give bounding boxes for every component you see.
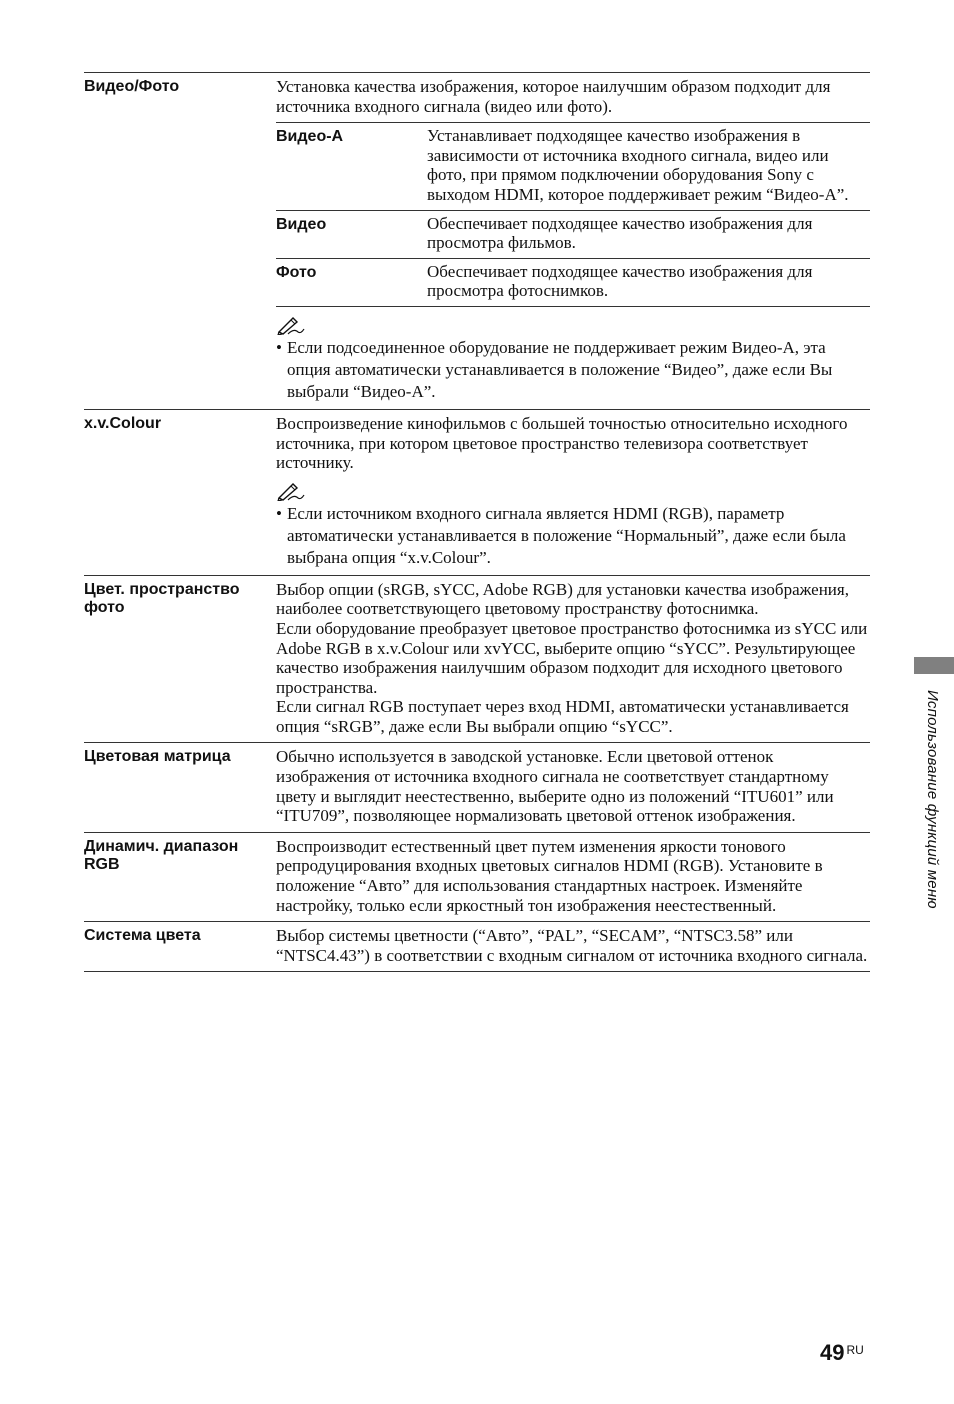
row-label: x.v.Colour — [84, 414, 162, 432]
settings-table — [84, 72, 870, 972]
table-row — [84, 576, 870, 744]
page-number — [820, 1340, 864, 1366]
page-number-value: 49 — [820, 1340, 845, 1365]
sub-row — [276, 210, 870, 258]
row-label: Цветовая матрица — [84, 748, 231, 766]
note-text: Если источником входного сигнала является HDMI (RGB), параметр автоматически устанавливается в положение “Нормальный”, даже если была выбрана опция “x.v.Colour”. — [287, 503, 846, 567]
row-content — [276, 410, 870, 575]
page-language: RU — [846, 1343, 864, 1357]
row-label: Динамич. диапазон RGB — [84, 837, 239, 873]
row-text: Воспроизведение кинофильмов с большей точностью относительно исходного источника, при котором цветовое пространство телевизора соответствует источнику. — [276, 413, 848, 473]
row-paragraph: Если оборудование преобразует цветовое пространство фотоснимка из sYCC или Adobe RGB в x.v.Colour или xvYCC, выберите опцию “sYCC”. Результирующее качество изображения наилучшим образом подходит для исходного цветового пространства. — [276, 618, 868, 697]
row-content — [276, 833, 870, 921]
row-text: Воспроизводит естественный цвет путем изменения яркости тонового репродуцирования входных цветовых сигналов HDMI (RGB). Установите в положение “Авто” для использования стандартных настроек. Изменяйте настройку, только если яркостный тон изображения неестественный. — [276, 836, 823, 915]
sub-label: Видео-А — [276, 128, 344, 146]
row-content — [276, 922, 870, 971]
sub-text: Обеспечивает подходящее качество изображения для просмотра фотоснимков. — [427, 261, 813, 301]
table-row — [84, 410, 870, 576]
row-content — [276, 743, 870, 831]
pencil-note-icon — [276, 481, 870, 503]
note-text: Если подсоединенное оборудование не поддерживает режим Видео-A, эта опция автоматически устанавливается в положение “Видео”, даже если Вы выбрали “Видео-A”. — [287, 337, 833, 401]
row-label: Видео/Фото — [84, 78, 180, 95]
row-content — [276, 73, 870, 409]
row-label: Система цвета — [84, 927, 201, 945]
sub-row — [276, 258, 870, 307]
row-paragraph: Выбор опции (sRGB, sYCC, Adobe RGB) для установки качества изображения, наиболее соответствующего цветовому пространству фотоснимка. — [276, 579, 849, 619]
row-paragraph: Если сигнал RGB поступает через вход HDMI, автоматически устанавливается опция “sRGB”, даже если Вы выбрали опцию “sYCC”. — [276, 697, 849, 736]
row-label: Цвет. пространство фото — [84, 580, 240, 616]
sub-text: Устанавливает подходящее качество изображения в зависимости от источника входного сигнала, видео или фото, при прямом подключении оборудования Sony с выходом HDMI, которое поддерживает режим “Видео-А”. — [427, 126, 849, 204]
section-side-label: Использование функций меню — [924, 690, 941, 909]
table-row — [84, 73, 870, 410]
table-row — [84, 743, 870, 832]
pencil-note-icon — [276, 315, 870, 337]
row-text: Выбор системы цветности (“Авто”, “PAL”, “SECAM”, “NTSC3.58” или “NTSC4.43”) в соответствии с входным сигналом от источника входного сигнала. — [276, 926, 868, 965]
sub-table — [276, 122, 870, 307]
row-text: Обычно используется в заводской установке. Если цветовой оттенок изображения от источника входного сигнала не соответствует стандартному цвету и выглядит неестественно, выберите одно из положений “ITU601” или “ITU709”, позволяющее нормализовать цветовой оттенок изображения. — [276, 747, 834, 826]
side-tab-marker — [914, 657, 954, 674]
note-bullet: • Если подсоединенное оборудование не поддерживает режим Видео-A, эта опция автоматически устанавливается в положение “Видео”, даже если Вы выбрали “Видео-A”. — [276, 337, 870, 403]
row-text: Установка качества изображения, которое наилучшим образом подходит для источника входного сигнала (видео или фото). — [276, 77, 831, 116]
sub-row — [276, 122, 870, 209]
note-bullet: • Если источником входного сигнала является HDMI (RGB), параметр автоматически устанавливается в положение “Нормальный”, даже если была выбрана опция “x.v.Colour”. — [276, 503, 870, 569]
table-row — [84, 922, 870, 972]
sub-label: Фото — [276, 263, 317, 281]
row-content — [276, 576, 870, 743]
sub-text: Обеспечивает подходящее качество изображения для просмотра фильмов. — [427, 213, 813, 253]
sub-label: Видео — [276, 215, 327, 233]
table-row — [84, 833, 870, 922]
